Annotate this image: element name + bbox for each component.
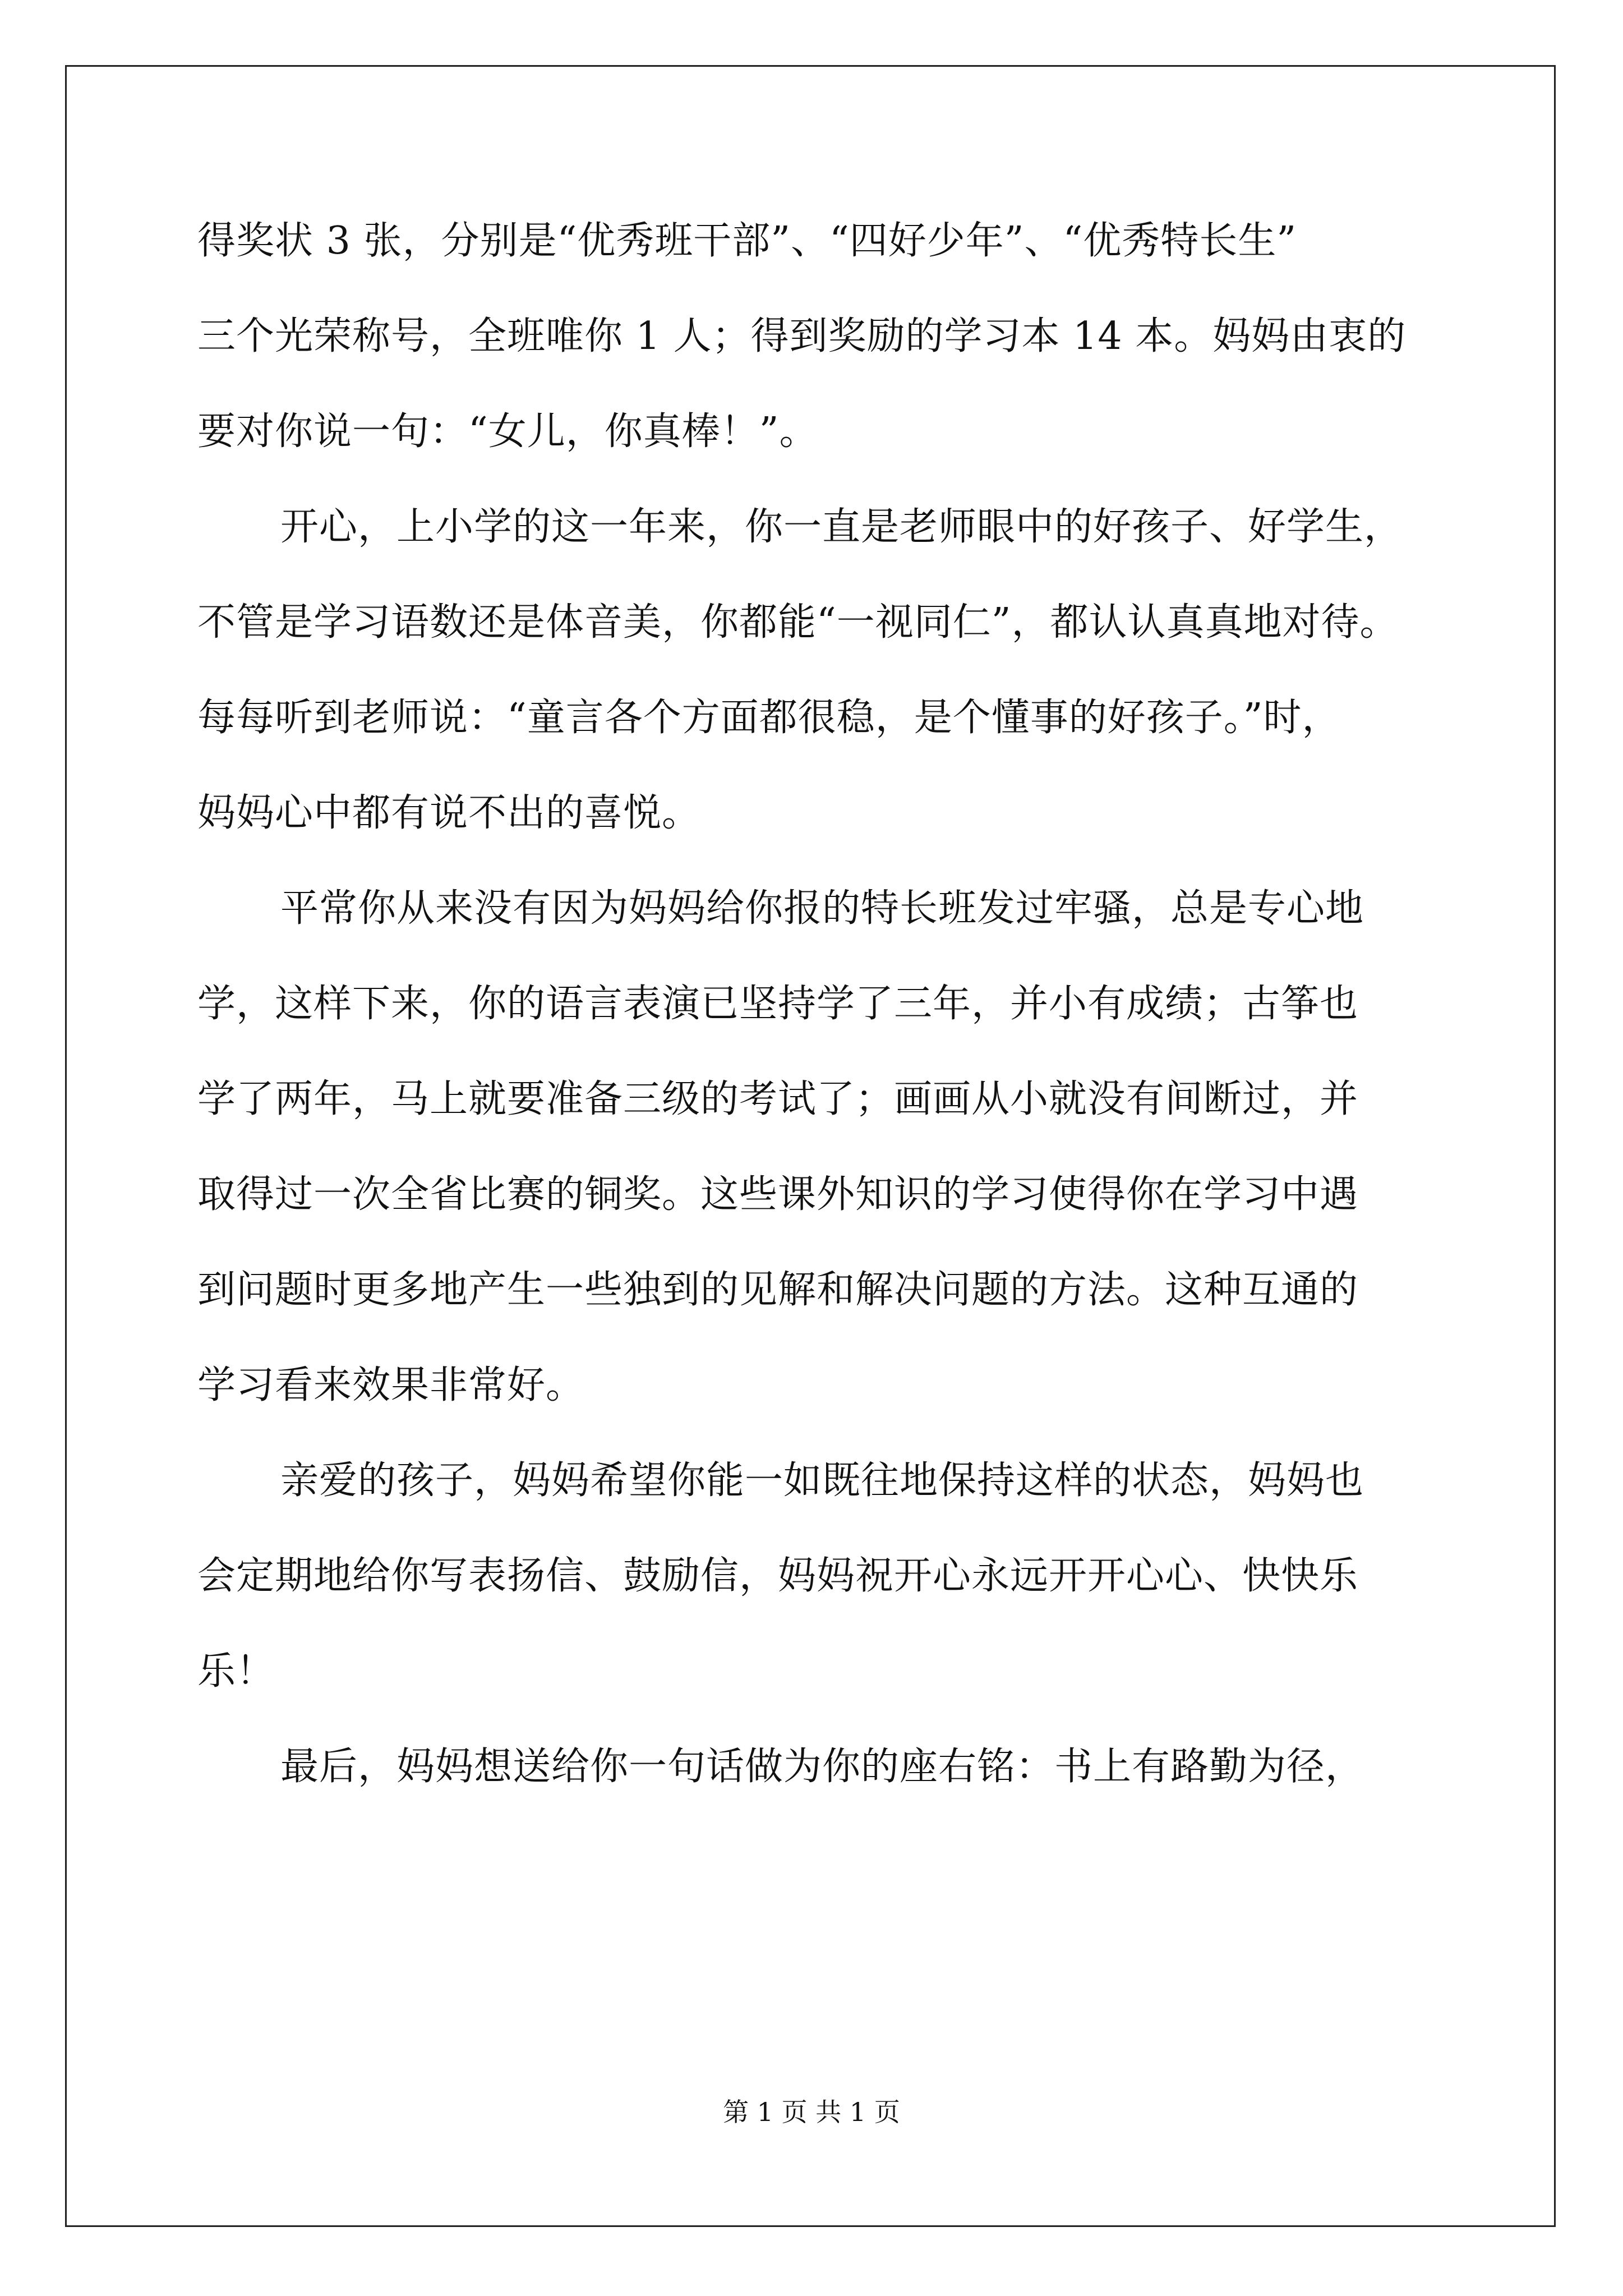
text-line: 取得过一次全省比赛的铜奖。这些课外知识的学习使得你在学习中遇	[197, 1172, 1359, 1217]
paragraph-first-line: 亲爱的孩子，妈妈希望你能一如既往地保持这样的状态，妈妈也	[280, 1458, 1364, 1503]
text-line: 学，这样下来，你的语言表演已坚持学了三年，并小有成绩；古筝也	[197, 982, 1359, 1026]
text-line: 妈妈心中都有说不出的喜悦。	[197, 791, 701, 835]
text-line: 得奖状 3 张，分别是“优秀班干部”、“四好少年”、“优秀特长生”	[197, 219, 1297, 263]
text-line: 每每听到老师说：“童言各个方面都很稳，是个懂事的好孩子。”时，	[197, 696, 1341, 740]
text-line: 学习看来效果非常好。	[197, 1363, 585, 1407]
page-footer: 第 1 页 共 1 页	[723, 2097, 900, 2127]
text-line: 学了两年，马上就要准备三级的考试了；画画从小就没有间断过，并	[197, 1077, 1359, 1121]
text-line: 要对你说一句：“女儿，你真棒！”。	[197, 409, 818, 454]
paragraph-first-line: 最后，妈妈想送给你一句话做为你的座右铭：书上有路勤为径，	[280, 1745, 1364, 1789]
text-line: 不管是学习语数还是体音美，你都能“一视同仁”，都认认真真地对待。	[197, 600, 1399, 645]
paragraph-first-line: 开心，上小学的这一年来，你一直是老师眼中的好孩子、好学生，	[280, 505, 1403, 549]
page-border	[65, 65, 1556, 2227]
paragraph-first-line: 平常你从来没有因为妈妈给你报的特长班发过牢骚，总是专心地	[280, 886, 1364, 931]
text-line: 三个光荣称号，全班唯你 1 人；得到奖励的学习本 14 本。妈妈由衷的	[197, 314, 1407, 358]
text-line: 会定期地给你写表扬信、鼓励信，妈妈祝开心永远开开心心、快快乐	[197, 1554, 1359, 1598]
text-line: 到问题时更多地产生一些独到的见解和解决问题的方法。这种互通的	[197, 1268, 1359, 1312]
text-line: 乐！	[197, 1649, 275, 1694]
